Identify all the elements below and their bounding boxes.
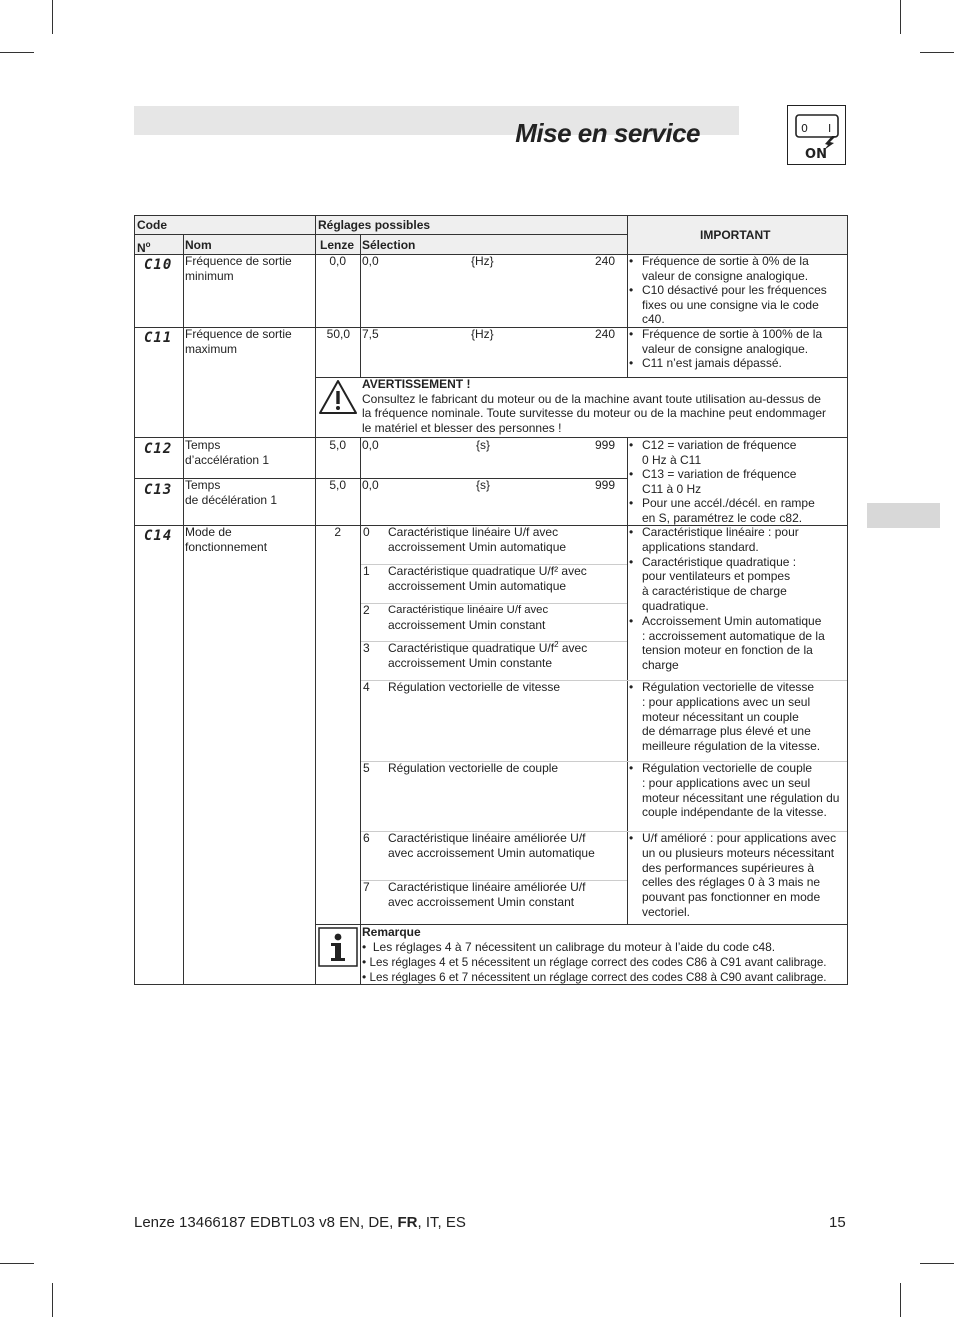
svg-text:I: I xyxy=(828,122,832,135)
rule xyxy=(134,234,628,235)
c11-important-text: Fréquence de sortie à 100% de la valeur de consigne analogique. C11 n’est jamais dépassé. xyxy=(642,327,823,370)
c14-option-2: 2 xyxy=(363,603,370,617)
c14-option-0-text: Caractéristique linéaire U/f avec accroissement Umin automatique xyxy=(388,525,567,554)
c14-important-a-text: Caractéristique linéaire : pour applications standard. Caractéristique quadratique : pour ventilateurs et pompes à caractéristique de charge quadratique. Accroissement Umin automatique : accroissement automatique de la tension moteur en fonction de la charge xyxy=(642,525,825,673)
c13-lenze: 5,0 xyxy=(329,478,346,492)
rule xyxy=(627,215,628,377)
c10-max: 240 xyxy=(594,254,615,268)
c10-unit: {Hz} xyxy=(471,254,494,268)
footer-reference: Lenze 13466187 EDBTL03 v8 EN, DE, FR, IT, ES xyxy=(134,1214,466,1231)
crop-mark xyxy=(52,0,53,34)
rule xyxy=(183,234,184,985)
c14-lenze: 2 xyxy=(334,525,341,539)
c12-max: 999 xyxy=(594,438,615,452)
c14-option-4: 4 xyxy=(363,680,370,694)
c12-c13-important-text: C12 = variation de fréquence 0 Hz à C11 C13 = variation de fréquence C11 à 0 Hz Pour une accél./décél. en rampe en S, paramétrez le code c82. xyxy=(642,438,815,525)
crop-mark xyxy=(900,1283,901,1317)
c14-option-5: 5 xyxy=(363,761,370,775)
c11-name: Fréquence de sortie maximum xyxy=(185,327,292,356)
code-c14: C14 xyxy=(144,528,173,544)
c14-option-0: 0 xyxy=(363,525,370,539)
page-number: 15 xyxy=(829,1214,846,1231)
c10-lenze: 0,0 xyxy=(329,254,346,268)
c14-important-b: • xyxy=(629,680,634,694)
rule xyxy=(360,234,361,377)
code-c13: C13 xyxy=(144,482,173,498)
c14-important-c-text: Régulation vectorielle de couple : pour applications avec un seul moteur nécessitant une régulation du couple indépendante de la vitesse. xyxy=(642,761,840,820)
code-c11: C11 xyxy=(144,330,173,346)
svg-text:ON: ON xyxy=(805,147,827,162)
c12-lenze: 5,0 xyxy=(329,438,346,452)
header-code: Code xyxy=(137,218,167,232)
c10-important: • • xyxy=(629,254,634,297)
header-name: Nom xyxy=(185,238,212,252)
header-no: $N^o$ xyxy=(137,240,151,255)
chapter-tab xyxy=(867,503,940,528)
c14-important-c: • xyxy=(629,761,634,775)
c14-option-7: 7 xyxy=(363,880,370,894)
c12-unit: {s} xyxy=(476,438,491,452)
c13-name: Temps de décélération 1 xyxy=(185,478,278,507)
warning-text: AVERTISSEMENT ! Consultez le fabricant du moteur ou de la machine avant toute utilisation au-dessus de la fréquence nominale. Toute survitesse du moteur ou de la machine peut endommager le matériel et blesser des personnes ! xyxy=(362,377,827,435)
c14-option-1-text: Caractéristique quadratique U/f² avec accroissement Umin automatique xyxy=(388,564,587,593)
c12-min: 0,0 xyxy=(362,438,379,452)
c14-important-d: • xyxy=(629,831,634,845)
crop-mark xyxy=(0,52,34,53)
rule xyxy=(134,215,848,216)
page-title: Mise en service xyxy=(515,118,700,148)
info-icon xyxy=(318,927,358,972)
c14-important-b-text: Régulation vectorielle de vitesse : pour applications avec un seul moteur nécessitant un couple de démarrage plus élevé et une meilleure régulation de la vitesse. xyxy=(642,680,821,754)
header-settings: Réglages possibles xyxy=(318,218,431,232)
rule xyxy=(315,215,316,985)
c14-option-6: 6 xyxy=(363,831,370,845)
on-switch-icon xyxy=(787,105,846,165)
c10-important-text: Fréquence de sortie à 0% de la valeur de consigne analogique. C10 désactivé pour les fréquences fixes ou une consigne via le code c40. xyxy=(642,254,827,326)
note-text: Remarque • Les réglages 4 à 7 nécessitent un calibrage du moteur à l’aide du code c48. • Les réglages 4 et 5 nécessitent un réglage correct des codes C86 à C91 avant calibrage. • Les réglages 6 et 7 nécessitent un réglage correct des codes C88 à C90 avant calibrage. xyxy=(362,925,827,985)
crop-mark xyxy=(920,1263,954,1264)
c14-option-4-text: Régulation vectorielle de vitesse xyxy=(388,680,561,694)
rule xyxy=(360,437,361,985)
c14-option-6-text: Caractéristique linéaire améliorée U/f avec accroissement Umin automatique xyxy=(388,831,595,860)
c14-option-3: 3 xyxy=(363,641,370,655)
code-c10: C10 xyxy=(144,257,173,273)
c14-option-1: 1 xyxy=(363,564,370,578)
header-selection: Sélection xyxy=(362,238,416,252)
c14-important-d-text: U/f amélioré : pour applications avec un ou plusieurs moteurs nécessitant des performances supérieures à celles des réglages 0 à 3 mais ne pouvant pas fonctionner en mode vectoriel. xyxy=(642,831,837,919)
c13-min: 0,0 xyxy=(362,478,379,492)
c10-min: 0,0 xyxy=(362,254,379,268)
c10-name: Fréquence de sortie minimum xyxy=(185,254,292,283)
warning-icon xyxy=(318,379,358,420)
c11-max: 240 xyxy=(594,327,615,341)
header-important: IMPORTANT xyxy=(700,228,771,242)
c12-c13-important: • • • xyxy=(629,438,634,511)
c14-option-7-text: Caractéristique linéaire améliorée U/f avec accroissement Umin constant xyxy=(388,880,586,909)
c14-option-3-text: Caractéristique quadratique $U/f^2$ avec accroissement Umin constante xyxy=(388,640,588,670)
code-c12: C12 xyxy=(144,441,173,457)
c14-name: Mode de fonctionnement xyxy=(185,525,268,554)
c13-unit: {s} xyxy=(476,478,491,492)
crop-mark xyxy=(900,0,901,34)
c11-important: • • xyxy=(629,327,634,370)
c12-name: Temps d’accélération 1 xyxy=(185,438,270,467)
crop-mark xyxy=(0,1263,34,1264)
rule xyxy=(134,215,135,985)
rule xyxy=(847,215,848,985)
c14-option-2-text: Caractéristique linéaire U/f avec accroissement Umin constant xyxy=(388,604,549,632)
header-lenze: Lenze xyxy=(320,238,355,252)
c11-lenze: 50,0 xyxy=(326,327,350,341)
crop-mark xyxy=(920,52,954,53)
svg-text:0: 0 xyxy=(801,122,808,135)
crop-mark xyxy=(52,1283,53,1317)
c14-important-a: • • • xyxy=(629,525,634,628)
c11-unit: {Hz} xyxy=(471,327,494,341)
c13-max: 999 xyxy=(594,478,615,492)
c14-option-5-text: Régulation vectorielle de couple xyxy=(388,761,559,775)
c11-min: 7,5 xyxy=(362,327,379,341)
